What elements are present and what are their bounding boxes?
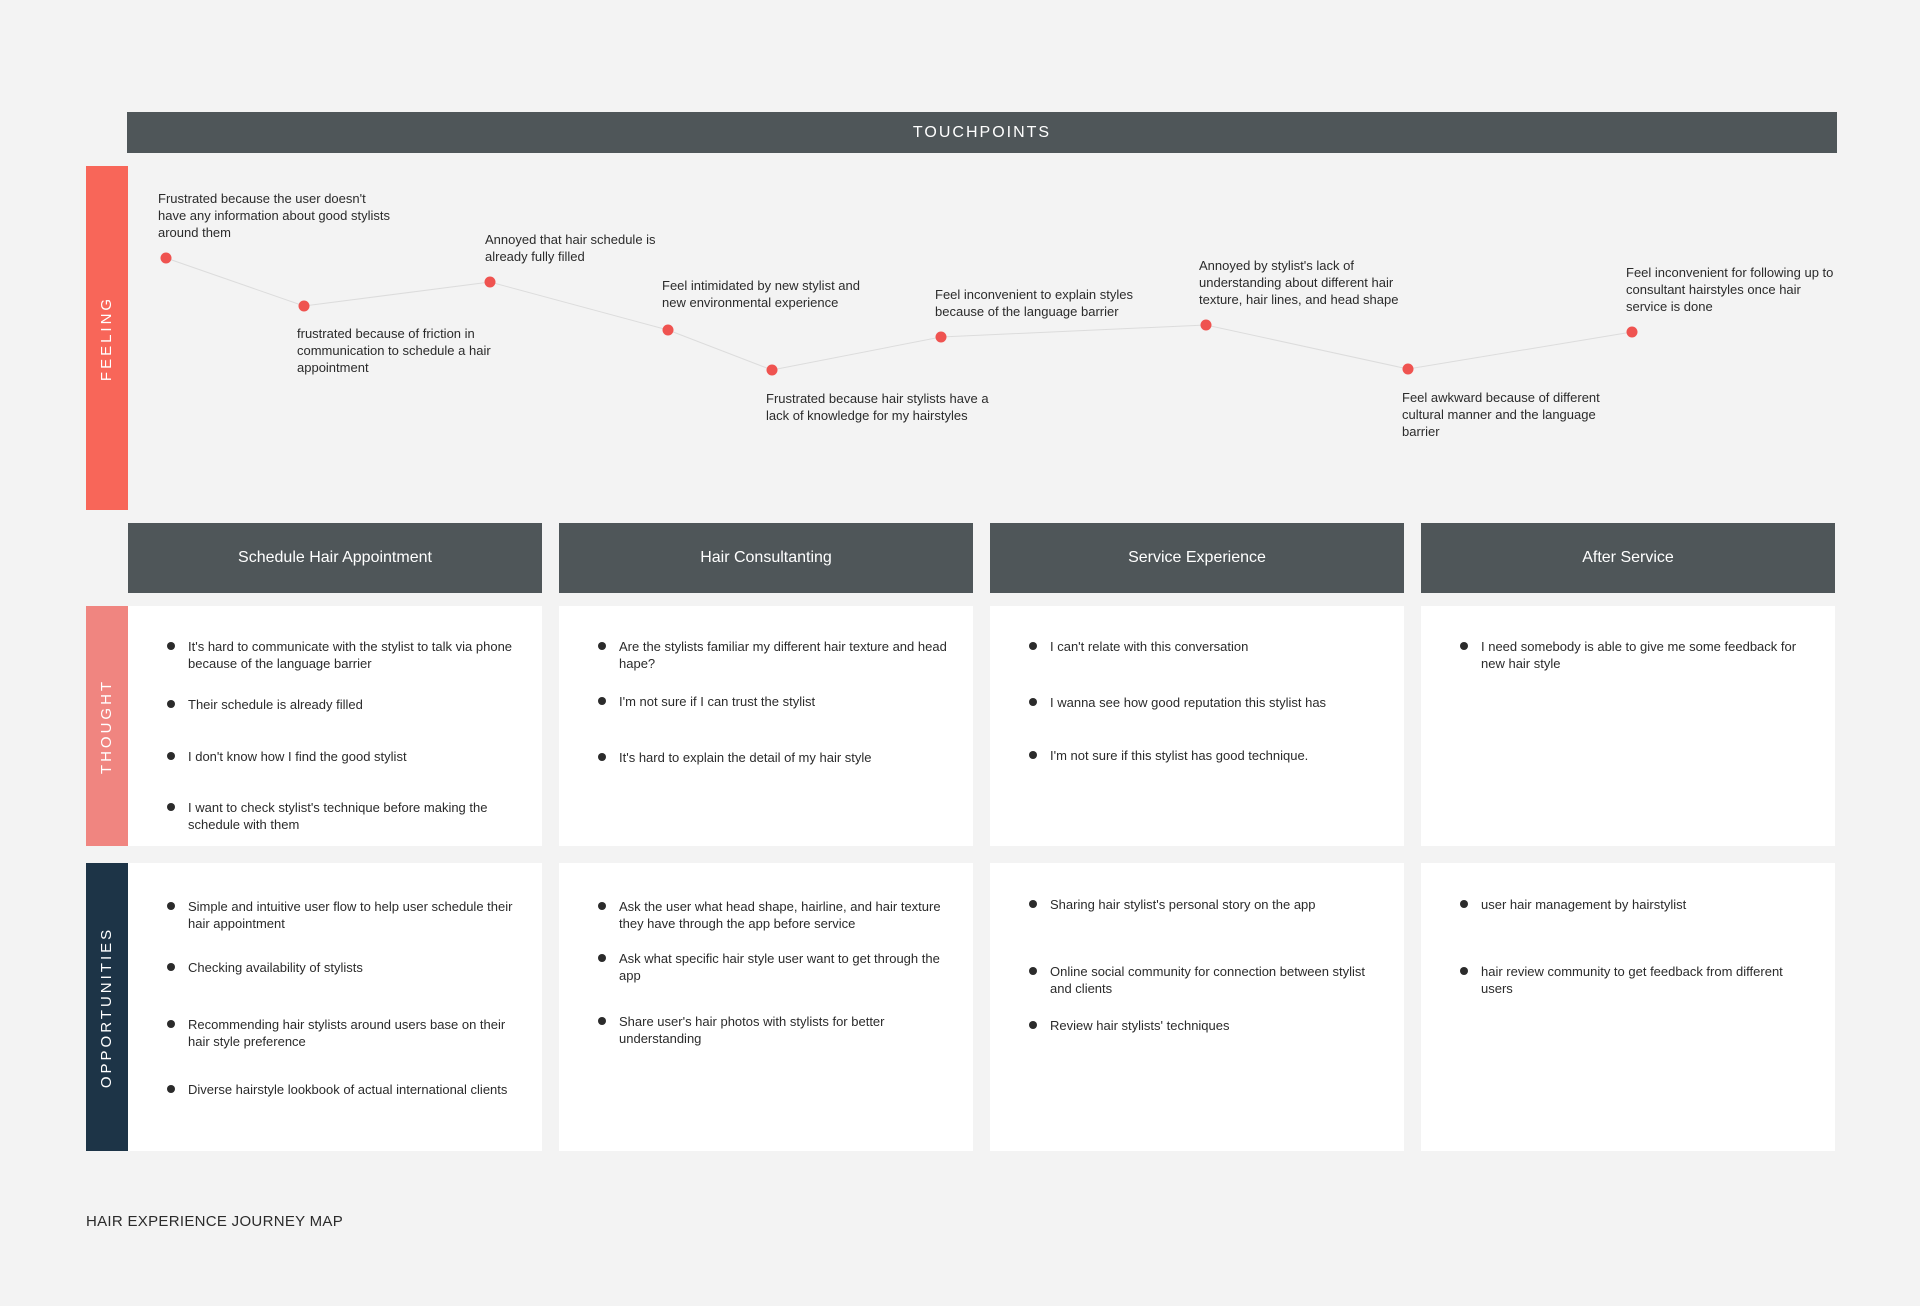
feeling-dot [1627,327,1638,338]
phase-header-schedule: Schedule Hair Appointment [128,523,542,593]
bullet-icon [1029,1021,1037,1029]
feeling-dot [299,301,310,312]
thought-item: I don't know how I find the good stylist [188,748,518,765]
feeling-note: Frustrated because the user doesn't have any information about good stylists around them [158,191,390,240]
thought-item: Their schedule is already filled [188,696,518,713]
bullet-icon [167,752,175,760]
bullet-icon [598,697,606,705]
bullet-icon [1460,967,1468,975]
bullet-icon [598,1017,606,1025]
opportunity-item: Share user's hair photos with stylists for better understanding [619,1013,949,1047]
thought-item: I need somebody is able to give me some feedback for new hair style [1481,638,1811,672]
feeling-dot [1201,320,1212,331]
thought-item: I'm not sure if this stylist has good technique. [1050,747,1380,764]
phase-header-consulting: Hair Consultanting [559,523,973,593]
feeling-dot [936,332,947,343]
bullet-icon [1029,698,1037,706]
feeling-note: Feel inconvenient for following up to consultant hairstyles once hair service is done [1626,265,1834,314]
thought-card-after-service [1421,606,1835,846]
thought-item: Are the stylists familiar my different hair texture and head hape? [619,638,949,672]
opportunity-item: Online social community for connection between stylist and clients [1050,963,1380,997]
feeling-note: Feel intimidated by new stylist and new environmental experience [662,278,860,310]
opportunities-row-label [86,863,128,1151]
map-title: HAIR EXPERIENCE JOURNEY MAP [86,1213,344,1230]
opportunity-item: Review hair stylists' techniques [1050,1017,1380,1034]
opportunity-card-consulting [559,863,973,1151]
bullet-icon [167,803,175,811]
bullet-icon [598,642,606,650]
bullet-icon [167,1085,175,1093]
bullet-icon [598,753,606,761]
thought-card-service [990,606,1404,846]
feeling-dot [161,253,172,264]
thought-item: I'm not sure if I can trust the stylist [619,693,949,710]
thought-label: THOUGHT [98,678,116,774]
feeling-dot [767,365,778,376]
feeling-note: Annoyed by stylist's lack of understanding about different hair texture, hair lines, and head shape [1199,258,1399,307]
bullet-icon [1029,642,1037,650]
bullet-icon [1029,967,1037,975]
bullet-icon [1460,900,1468,908]
thought-item: It's hard to explain the detail of my hair style [619,749,949,766]
feeling-dot [1403,364,1414,375]
feeling-note: frustrated because of friction in communication to schedule a hair appointment [297,326,491,375]
opportunity-item: Sharing hair stylist's personal story on the app [1050,896,1380,913]
thought-item: I wanna see how good reputation this stylist has [1050,694,1380,711]
feeling-dot [485,277,496,288]
thought-item: It's hard to communicate with the stylist to talk via phone because of the language barrier [188,638,518,672]
thought-item: I want to check stylist's technique before making the schedule with them [188,799,518,833]
bullet-icon [598,902,606,910]
opportunity-item: Recommending hair stylists around users base on their hair style preference [188,1016,518,1050]
bullet-icon [167,1020,175,1028]
opportunities-label: OPPORTUNITIES [98,926,116,1088]
feeling-curve [0,0,1920,520]
bullet-icon [167,642,175,650]
opportunity-item: user hair management by hairstylist [1481,896,1811,913]
bullet-icon [1029,900,1037,908]
opportunity-card-after-service [1421,863,1835,1151]
thought-row-label [86,606,128,846]
phase-header-service: Service Experience [990,523,1404,593]
feeling-note: Frustrated because hair stylists have a lack of knowledge for my hairstyles [766,391,989,423]
feeling-note: Feel awkward because of different cultural manner and the language barrier [1402,390,1600,439]
bullet-icon [167,963,175,971]
bullet-icon [1460,642,1468,650]
feeling-dot [663,325,674,336]
thought-item: I can't relate with this conversation [1050,638,1380,655]
feeling-note: Annoyed that hair schedule is already fully filled [485,232,656,264]
bullet-icon [598,954,606,962]
thought-card-consulting [559,606,973,846]
opportunity-item: Simple and intuitive user flow to help user schedule their hair appointment [188,898,518,932]
bullet-icon [167,700,175,708]
bullet-icon [1029,751,1037,759]
feeling-label: FEELING [98,295,116,381]
touchpoints-header: TOUCHPOINTS [127,112,1837,153]
opportunity-card-service [990,863,1404,1151]
opportunity-card-schedule [128,863,542,1151]
opportunity-item: hair review community to get feedback from different users [1481,963,1811,997]
opportunity-item: Checking availability of stylists [188,959,518,976]
phase-header-after-service: After Service [1421,523,1835,593]
thought-card-schedule [128,606,542,846]
feeling-note: Feel inconvenient to explain styles because of the language barrier [935,287,1134,319]
opportunity-item: Diverse hairstyle lookbook of actual international clients [188,1081,518,1098]
opportunity-item: Ask the user what head shape, hairline, and hair texture they have through the app before service [619,898,949,932]
opportunity-item: Ask what specific hair style user want to get through the app [619,950,949,984]
bullet-icon [167,902,175,910]
